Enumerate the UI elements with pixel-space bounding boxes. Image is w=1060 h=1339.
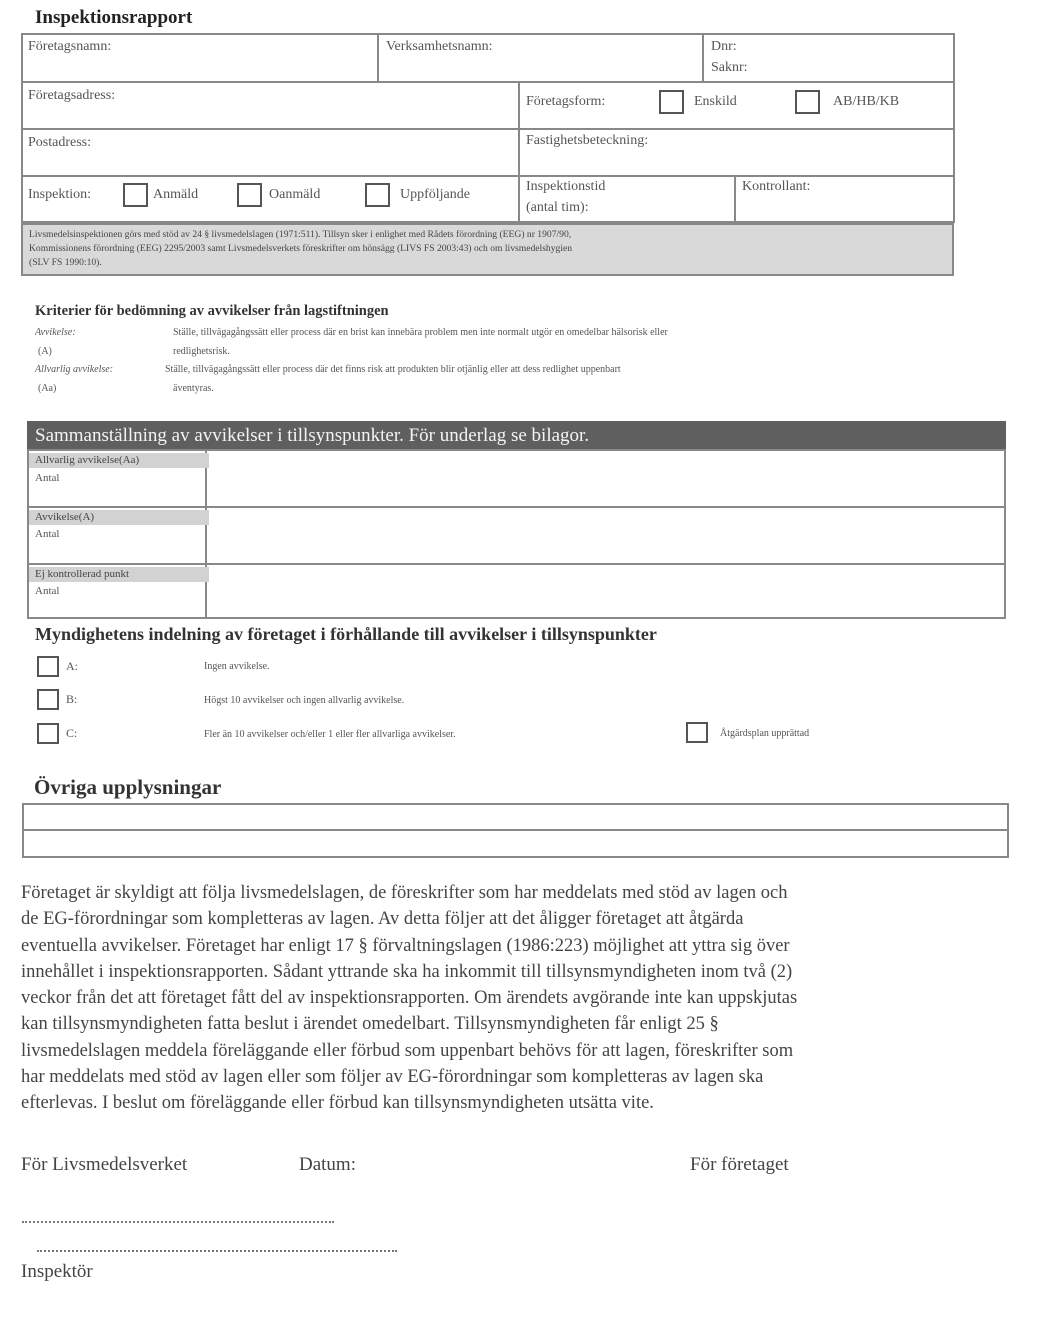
action-plan-checkbox[interactable] bbox=[686, 722, 708, 743]
dnr-field[interactable]: Dnr: bbox=[711, 39, 737, 54]
summary-unchecked-amount: Antal bbox=[35, 585, 60, 597]
uppfoljande-label: Uppföljande bbox=[400, 187, 470, 202]
class-a-text: Ingen avvikelse. bbox=[204, 661, 270, 672]
class-b-text: Högst 10 avvikelser och ingen allvarlig avvikelse. bbox=[204, 695, 405, 706]
paragraph-line: eventuella avvikelser. Företaget har enligt 17 § förvaltningslagen (1986:223) möjlighet att yttra sig över bbox=[21, 935, 790, 956]
criteria-a-text: Ställe, tillvägagångssätt eller process där en brist kan innebära problem men inte normalt utgör en omedelbar hälsorisk eller bbox=[173, 327, 668, 338]
class-c-letter: C: bbox=[66, 726, 78, 740]
legal-notice-paragraph bbox=[21, 880, 1041, 1117]
inspector-label: Inspektör bbox=[21, 1261, 93, 1282]
criteria-aa-text: Ställe, tillvägagångssätt eller process där det finns risk att produkten blir otjänlig eller att dess redlighet uppenbart bbox=[165, 364, 621, 375]
anmald-checkbox[interactable] bbox=[123, 183, 148, 207]
summary-deviation-amount: Antal bbox=[35, 528, 60, 540]
oanmald-checkbox[interactable] bbox=[237, 183, 262, 207]
paragraph-line: har meddelats med stöd av lagen eller som följer av EG-förordningar som kompletteras av lagen ska bbox=[21, 1067, 764, 1088]
anmald-label: Anmäld bbox=[153, 187, 199, 202]
page-title: Inspektionsrapport bbox=[35, 7, 193, 28]
summary-heading: Sammanställning av avvikelser i tillsynspunkter. För underlag se bilagor. bbox=[27, 421, 1006, 450]
postal-address-field[interactable]: Postadress: bbox=[28, 135, 91, 150]
paragraph-line: Företaget är skyldigt att följa livsmedelslagen, de föreskrifter som har meddelats med stöd av lagen och bbox=[21, 883, 788, 903]
class-b-letter: B: bbox=[66, 692, 78, 706]
company-address-field[interactable]: Företagsadress: bbox=[28, 88, 116, 103]
ab-hb-kb-checkbox[interactable] bbox=[795, 90, 820, 114]
paragraph-line: kan tillsynsmyndigheten fatta beslut i ärendet omedelbart. Tillsynsmyndigheten får enligt 25 § bbox=[21, 1014, 719, 1035]
paragraph-line: livsmedelslagen meddela föreläggande eller förbud som uppenbart behövs för att lagen, föreskrifter som bbox=[21, 1040, 794, 1061]
class-a-checkbox[interactable] bbox=[37, 656, 59, 677]
class-a-letter: A: bbox=[66, 659, 78, 673]
class-c-checkbox[interactable] bbox=[37, 723, 59, 744]
controller-field[interactable]: Kontrollant: bbox=[742, 179, 811, 194]
paragraph-line: veckor från det att företaget fått del av inspektionsrapporten. Om ärendets avgörande inte kan uppskjutas bbox=[21, 988, 798, 1009]
ab-hb-kb-label: AB/HB/KB bbox=[833, 94, 900, 109]
paragraph-line: de EG-förordningar som kompletteras av lagen. Av detta följer att det åligger företaget att åtgärda bbox=[21, 909, 744, 930]
legal-line: (SLV FS 1990:10). bbox=[29, 257, 102, 268]
legal-line: Kommissionens förordning (EEG) 2295/2003 samt Livsmedelsverkets föreskrifter om hönsägg (LIVS FS 2003:43) och om livsmedelshygien bbox=[29, 243, 573, 254]
class-b-checkbox[interactable] bbox=[37, 689, 59, 710]
summary-deviation-label: Avvikelse(A) bbox=[29, 510, 209, 525]
company-name-field[interactable]: Företagsnamn: bbox=[28, 39, 112, 54]
inspector-signature-line[interactable] bbox=[37, 1250, 397, 1252]
action-plan-label: Åtgärdsplan upprättad bbox=[720, 728, 810, 739]
classification-heading: Myndighetens indelning av företaget i förhållande till avvikelser i tillsynspunkter bbox=[35, 624, 657, 644]
oanmald-label: Oanmäld bbox=[269, 187, 321, 202]
property-designation-field[interactable]: Fastighetsbeteckning: bbox=[526, 133, 649, 148]
summary-serious-label: Allvarlig avvikelse(Aa) bbox=[29, 453, 209, 468]
summary-serious-amount: Antal bbox=[35, 472, 60, 484]
company-form-label: Företagsform: bbox=[526, 94, 606, 109]
inspection-type-label: Inspektion: bbox=[28, 187, 91, 202]
inspection-time-field[interactable]: Inspektionstid bbox=[526, 179, 606, 194]
inspection-time-unit: (antal tim): bbox=[526, 200, 589, 215]
criteria-heading: Kriterier för bedömning av avvikelser från lagstiftningen bbox=[35, 303, 389, 319]
signature-company-label: För företaget bbox=[690, 1154, 789, 1175]
signature-agency-label: För Livsmedelsverket bbox=[21, 1154, 188, 1175]
paragraph-line: innehållet i inspektionsrapporten. Sådant yttrande ska ha inkommit till tillsynsmyndigheten inom två (2) bbox=[21, 961, 793, 982]
criteria-a-text-cont: redlighetsrisk. bbox=[173, 346, 230, 357]
summary-unchecked-label: Ej kontrollerad punkt bbox=[29, 567, 209, 582]
criteria-aa-text-cont: äventyras. bbox=[173, 383, 214, 394]
class-c-text: Fler än 10 avvikelser och/eller 1 eller fler allvarliga avvikelser. bbox=[204, 729, 456, 740]
criteria-aa-code: (Aa) bbox=[38, 383, 57, 394]
criteria-a-code: (A) bbox=[38, 346, 52, 357]
other-info-heading: Övriga upplysningar bbox=[34, 775, 222, 799]
saknr-field[interactable]: Saknr: bbox=[711, 60, 748, 75]
criteria-aa-label: Allvarlig avvikelse: bbox=[35, 364, 114, 375]
summary-table bbox=[27, 449, 1006, 619]
signature-line[interactable] bbox=[22, 1221, 334, 1223]
legal-basis-box bbox=[21, 223, 954, 276]
signature-date-label: Datum: bbox=[299, 1154, 356, 1175]
paragraph-line: efterlevas. I beslut om föreläggande eller förbud kan tillsynsmyndigheten utsätta vite. bbox=[21, 1093, 654, 1114]
enskild-label: Enskild bbox=[694, 94, 737, 109]
business-name-field[interactable]: Verksamhetsnamn: bbox=[386, 39, 493, 54]
uppfoljande-checkbox[interactable] bbox=[365, 183, 390, 207]
criteria-a-label: Avvikelse: bbox=[35, 327, 76, 338]
enskild-checkbox[interactable] bbox=[659, 90, 684, 114]
legal-line: Livsmedelsinspektionen görs med stöd av 24 § livsmedelslagen (1971:511). Tillsyn sker i enlighet med Rådets förordning (EEG) nr 1907/90, bbox=[29, 229, 572, 240]
